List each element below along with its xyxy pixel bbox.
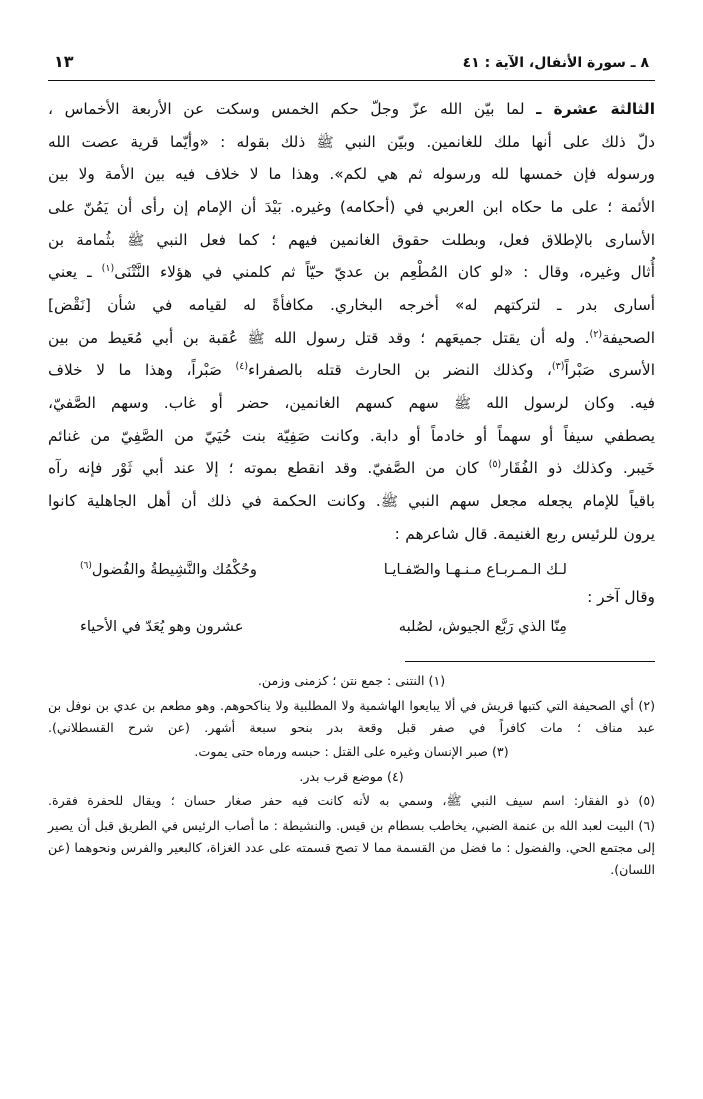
body-line: ورسوله فإن خمسها لله ورسوله ثم هي لكم». وهذا ما لا خلاف فيه بين الأمة ولا بين	[48, 165, 655, 184]
running-title: ٨ ـ سورة الأنفال، الآية : ٤١	[462, 55, 649, 71]
body-line: الأسارى بالإطلاق فعل، وبطلت حقوق الغانمين فيهم ؛ كما فعل النبي ﷺ بثُمامة بن	[48, 230, 655, 249]
body-line: الصحيفة$^{(٢)}$. وله أن يقتل جميعَهم ؛ وقد قتل رسول الله ﷺ عُقبة بن أبي مُعَيط من بين	[48, 328, 655, 347]
verse-two-second-hemistich: عشرون وهو يُعَدّ في الأحياء	[80, 618, 244, 636]
footnote-item: (٤) موضع قرب بدر.	[299, 768, 404, 784]
verse-one-second-hemistich: وحُكْمُك والنَّشِيطةُ والفُضول$^{(٦)}$	[80, 561, 257, 579]
body-line: خَيبر. وكذلك ذو الفُقَار$^{(٥)}$ كان من الصَّفيّ. وقد انقطع بموته ؛ إلا عند أبي ثَوْر فإنه رآه	[48, 459, 656, 478]
page-number: ١٣	[54, 52, 74, 71]
body-line: باقياً للإمام يجعله مجعل سهم النبي ﷺ. وكانت الحكمة في ذلك أن أهل الجاهلية كانوا	[48, 491, 655, 510]
verse-intro-line: وقال آخر :	[587, 588, 655, 607]
verse-one-first-hemistich: لـك الـمـربـاع مـنـهـا والصّفـايـا	[383, 561, 567, 579]
page-header	[48, 52, 655, 71]
footnote-item: (١) النتنى : جمع نتن ؛ كزمنى وزمن.	[257, 673, 446, 689]
body-line: الثالثة عشرة ـ لما بيّن الله عزّ وجلّ حكم الخمس وسكت عن الأربعة الأخماس ،	[48, 100, 655, 118]
header-divider	[48, 80, 655, 81]
verse-two	[48, 618, 655, 635]
footnote-separator	[405, 661, 655, 662]
body-line: فيه. وكان لرسول الله ﷺ سهم كسهم الغانمين، حضر أو غاب. وسهم الصَّفيّ،	[48, 393, 655, 412]
body-line: يرون للرئيس ربع الغنيمة. قال شاعرهم :	[394, 524, 655, 543]
footnote-item: (٥) ذو الفقار: اسم سيف النبي ﷺ، وسمي به لأنه كانت فيه حفر صغار حسان ؛ ويقال للحفرة فقرة.	[48, 793, 655, 809]
body-line: أسارى بدر ـ لتركتهم له» أخرجه البخاري. مكافأةً له لقيامه في شأن [نَقْض]	[48, 295, 655, 314]
body-line: الأسرى صَبْراً$^{(٣)}$، وكذلك النضر بن الحارث قتله بالصفراء$^{(٤)}$ صَبْراً، وهذا ما لا خلاف	[48, 361, 655, 380]
footnote-item: (٦) البيت لعبد الله بن عنمة الضبي، يخاطب بسطام بن قيس. والنشيطة : ما أصاب الرئيس في الطريق قبل أن يصير إلى مجتمع الحي. والفضول : ما فضل من القسمة مما لا تصح قسمته على عدد الغزاة، كالبعير والفرس ونحوهما (عن اللسان).	[48, 817, 655, 878]
body-line: يصطفي سيفاً أو سهماً أو خادماً أو دابة. وكانت صَفِيّة بنت حُيَيّ من الصَّفِيّ من غنائم	[48, 426, 655, 445]
main-body	[48, 95, 655, 549]
body-line: الأئمة ؛ على ما حكاه ابن العربي في (أحكامه) وغيره. بَيْدَ أن الإمام إن رأى أن يَمُنّ على	[48, 197, 655, 216]
verse-two-first-hemistich: مِنّا الذي رَبَّع الجيوش، لصُلبه	[398, 618, 567, 636]
footnotes	[48, 670, 655, 882]
verse-one	[48, 561, 655, 578]
footnote-item: (٢) أي الصحيفة التي كتبها قريش في ألا يبايعوا الهاشمية ولا المطلبية ولا يناكحوهم. وهو مطعم بن عدي بن نوفل بن عبد مناف ؛ مات كافراً في صفر قبل وقعة بدر بنحو سبعة أشهر. (عن شرح القسطلاني).	[48, 697, 655, 735]
body-line: دلّ ذلك على أنها ملك للغانمين. وبيّن النبي ﷺ ذلك بقوله : «وأيّما قرية عصت الله	[48, 132, 655, 151]
body-line: أُثال وغيره، وقال : «لو كان المُطْعِم بن عديّ حيّاً ثم كلمني في هؤلاء النَّتْنَى$^{(١)}$ ـ يعني	[48, 263, 655, 282]
footnote-item: (٣) صبر الإنسان وغيره على القتل : حبسه ورماه حتى يموت.	[194, 744, 509, 760]
